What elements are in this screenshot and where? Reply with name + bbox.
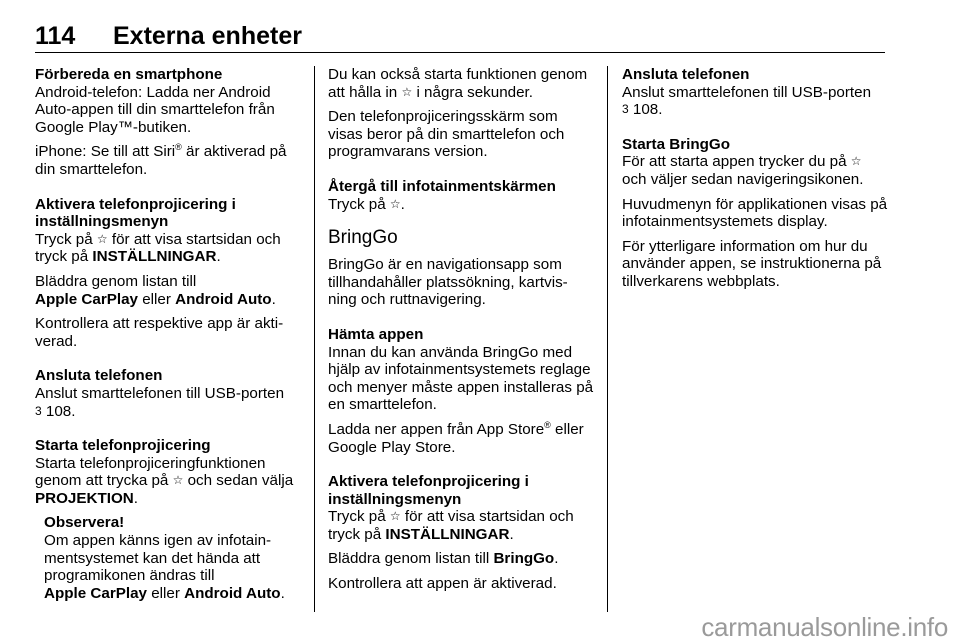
section-heading: Starta BringGo [622,135,731,153]
paragraph: Du kan också starta funktionen genom att hålla in ☆ i några sekunder. [328,66,588,101]
page-ref-arrow-icon: 3 [622,102,629,117]
paragraph: Kontrollera att appen är aktiverad. [328,575,557,593]
note-heading: Observera! [44,514,125,532]
paragraph: Tryck på ☆ för att visa startsidan och tryck på INSTÄLLNINGAR. [35,230,281,266]
paragraph: Ladda ner appen från App Store® eller Google Play Store. [328,419,584,456]
note-box [35,514,301,602]
paragraph: Huvudmenyn för applikationen visas på infotainmentsystemets display. [622,195,888,231]
column-3 [622,66,890,298]
home-icon: ☆ [850,154,862,169]
paragraph: Tryck på ☆. [328,195,405,213]
home-icon: ☆ [96,231,108,246]
note-text: Om appen känns igen av infotain-mentsystemet kan det hända att programikonen ändras till Apple CarPlay eller Android Auto. [44,532,285,602]
home-icon: ☆ [401,84,413,99]
column-divider [314,66,315,612]
paragraph: Tryck på ☆ för att visa startsidan och tryck på INSTÄLLNINGAR. [328,508,574,543]
paragraph: För att starta appen trycker du på ☆ och väljer sedan navigeringsikonen. [622,153,864,188]
section-heading: Aktivera telefonprojicering i inställningsmenyn [328,473,529,508]
watermark: carmanualsonline.info [701,612,948,642]
section-heading: Ansluta telefonen [35,367,163,385]
chapter-title: Externa enheter [113,22,302,50]
page-ref-arrow-icon: 3 [35,403,42,418]
paragraph: Android-telefon: Ladda ner Android Auto-appen till din smarttelefon från Google Play™-butiken. [35,83,275,136]
section-heading: Återgå till infotainmentskärmen [328,177,556,195]
header-rule [35,52,885,53]
page-number: 114 [35,22,76,50]
paragraph: Bläddra genom listan till BringGo. [328,550,559,568]
paragraph: Den telefonprojiceringsskärm som visas beror på din smarttelefon och programvarans version. [328,108,565,161]
paragraph: Anslut smarttelefonen till USB-porten 3 108. [622,83,872,119]
paragraph: Innan du kan använda BringGo med hjälp av infotainmentsystemets reglage och menyer måste appen installeras på en smarttelefon. [328,343,594,414]
paragraph: Anslut smarttelefonen till USB-porten 3 108. [35,384,285,420]
section-heading: Starta telefonprojicering [35,437,211,455]
paragraph: BringGo är en navigationsapp som tillhandahåller platssökning, kartvis-ning och ruttnavigering. [328,256,568,309]
page-header [35,22,885,52]
paragraph: iPhone: Se till att Siri® är aktiverad på din smarttelefon. [35,142,287,178]
column-2 [328,66,596,600]
paragraph: För ytterligare information om hur du använder appen, se instruktionerna på tillverkarens webbplats. [622,237,882,290]
column-divider [607,66,608,612]
column-1 [35,66,301,609]
section-heading: Hämta appen [328,325,424,343]
section-heading: Förbereda en smartphone [35,66,223,83]
home-icon: ☆ [389,509,401,524]
home-icon: ☆ [389,196,401,211]
major-heading: BringGo [328,227,398,249]
paragraph: Kontrollera att respektive app är akti-verad. [35,315,284,350]
paragraph: Bläddra genom listan till Apple CarPlay eller Android Auto. [35,272,276,308]
section-heading: Aktivera telefonprojicering i inställningsmenyn [35,195,236,231]
section-heading: Ansluta telefonen [622,66,750,83]
paragraph: Starta telefonprojiceringfunktionen genom att trycka på ☆ och sedan välja PROJEKTION. [35,454,294,507]
home-icon: ☆ [172,473,184,488]
